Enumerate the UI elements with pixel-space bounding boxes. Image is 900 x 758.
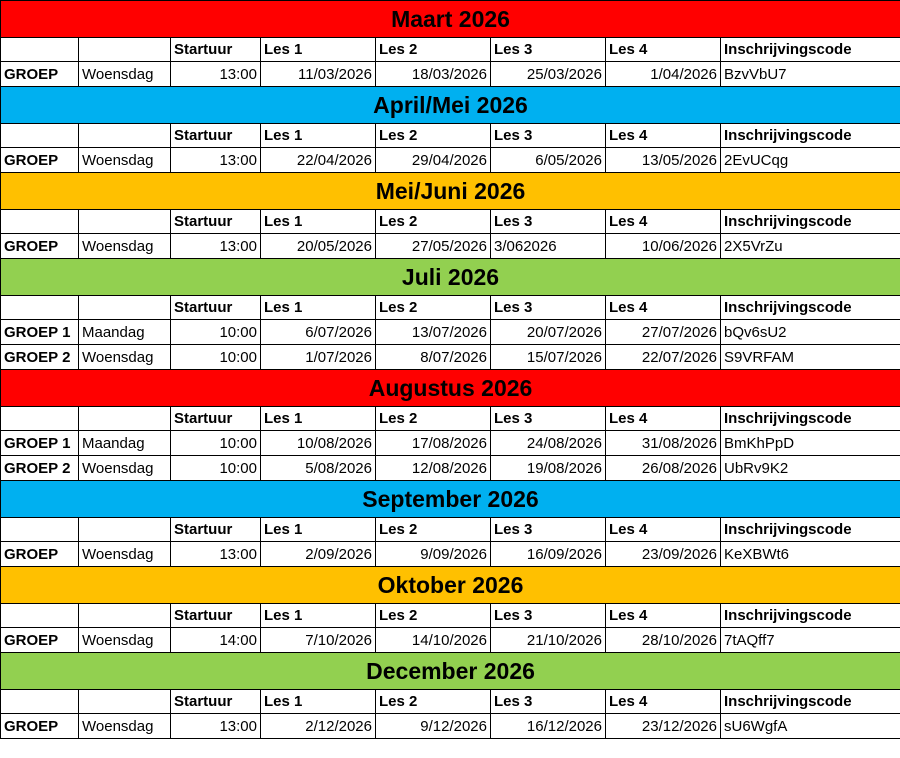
month-title: Augustus 2026 bbox=[1, 370, 900, 407]
cell-group: GROEP 2 bbox=[1, 456, 79, 481]
column-header-day bbox=[79, 124, 171, 148]
column-header-lesson-2: Les 2 bbox=[376, 407, 491, 431]
cell-lesson-3: 3/062026 bbox=[491, 234, 606, 259]
cell-lesson-4: 13/05/2026 bbox=[606, 148, 721, 173]
cell-group: GROEP bbox=[1, 714, 79, 739]
cell-day: Woensdag bbox=[79, 148, 171, 173]
month-title: Maart 2026 bbox=[1, 1, 900, 38]
cell-lesson-3: 16/09/2026 bbox=[491, 542, 606, 567]
column-header-row bbox=[1, 124, 900, 148]
column-header-registration-code: Inschrijvingscode bbox=[721, 690, 900, 714]
cell-lesson-2: 12/08/2026 bbox=[376, 456, 491, 481]
cell-lesson-3: 25/03/2026 bbox=[491, 62, 606, 87]
month-banner bbox=[1, 370, 900, 407]
cell-lesson-1: 5/08/2026 bbox=[261, 456, 376, 481]
month-banner bbox=[1, 259, 900, 296]
cell-lesson-4: 10/06/2026 bbox=[606, 234, 721, 259]
cell-registration-code: 2EvUCqg bbox=[721, 148, 900, 173]
cell-lesson-4: 22/07/2026 bbox=[606, 345, 721, 370]
cell-start-time: 10:00 bbox=[171, 456, 261, 481]
column-header-row bbox=[1, 690, 900, 714]
cell-day: Woensdag bbox=[79, 345, 171, 370]
month-banner bbox=[1, 653, 900, 690]
column-header-day bbox=[79, 604, 171, 628]
cell-start-time: 13:00 bbox=[171, 62, 261, 87]
column-header-start-time: Startuur bbox=[171, 210, 261, 234]
column-header-day bbox=[79, 210, 171, 234]
column-header-registration-code: Inschrijvingscode bbox=[721, 296, 900, 320]
column-header-lesson-3: Les 3 bbox=[491, 604, 606, 628]
column-header-start-time: Startuur bbox=[171, 296, 261, 320]
month-title: Oktober 2026 bbox=[1, 567, 900, 604]
cell-registration-code: 2X5VrZu bbox=[721, 234, 900, 259]
column-header-registration-code: Inschrijvingscode bbox=[721, 38, 900, 62]
column-header-lesson-4: Les 4 bbox=[606, 296, 721, 320]
column-header-lesson-3: Les 3 bbox=[491, 690, 606, 714]
column-header-day bbox=[79, 296, 171, 320]
cell-lesson-3: 20/07/2026 bbox=[491, 320, 606, 345]
column-header-lesson-3: Les 3 bbox=[491, 407, 606, 431]
column-header-lesson-4: Les 4 bbox=[606, 518, 721, 542]
column-header-lesson-1: Les 1 bbox=[261, 604, 376, 628]
cell-lesson-1: 22/04/2026 bbox=[261, 148, 376, 173]
table-row bbox=[1, 320, 900, 345]
cell-lesson-2: 18/03/2026 bbox=[376, 62, 491, 87]
cell-day: Woensdag bbox=[79, 234, 171, 259]
cell-group: GROEP bbox=[1, 628, 79, 653]
cell-lesson-2: 17/08/2026 bbox=[376, 431, 491, 456]
column-header-registration-code: Inschrijvingscode bbox=[721, 518, 900, 542]
cell-day: Woensdag bbox=[79, 628, 171, 653]
cell-registration-code: bQv6sU2 bbox=[721, 320, 900, 345]
table-row bbox=[1, 62, 900, 87]
cell-lesson-4: 23/12/2026 bbox=[606, 714, 721, 739]
cell-lesson-4: 23/09/2026 bbox=[606, 542, 721, 567]
column-header-registration-code: Inschrijvingscode bbox=[721, 210, 900, 234]
cell-lesson-2: 29/04/2026 bbox=[376, 148, 491, 173]
column-header-day bbox=[79, 38, 171, 62]
cell-day: Maandag bbox=[79, 320, 171, 345]
cell-group: GROEP 1 bbox=[1, 431, 79, 456]
cell-start-time: 13:00 bbox=[171, 148, 261, 173]
cell-lesson-2: 13/07/2026 bbox=[376, 320, 491, 345]
column-header-lesson-1: Les 1 bbox=[261, 690, 376, 714]
month-banner bbox=[1, 567, 900, 604]
column-header-lesson-1: Les 1 bbox=[261, 296, 376, 320]
column-header-lesson-2: Les 2 bbox=[376, 604, 491, 628]
column-header-lesson-2: Les 2 bbox=[376, 38, 491, 62]
column-header-start-time: Startuur bbox=[171, 604, 261, 628]
cell-lesson-1: 1/07/2026 bbox=[261, 345, 376, 370]
cell-lesson-3: 21/10/2026 bbox=[491, 628, 606, 653]
cell-day: Woensdag bbox=[79, 62, 171, 87]
cell-start-time: 13:00 bbox=[171, 542, 261, 567]
cell-registration-code: BmKhPpD bbox=[721, 431, 900, 456]
cell-registration-code: sU6WgfA bbox=[721, 714, 900, 739]
month-title: Juli 2026 bbox=[1, 259, 900, 296]
cell-group: GROEP bbox=[1, 148, 79, 173]
cell-group: GROEP bbox=[1, 62, 79, 87]
schedule-body bbox=[1, 1, 900, 739]
column-header-registration-code: Inschrijvingscode bbox=[721, 604, 900, 628]
cell-day: Woensdag bbox=[79, 456, 171, 481]
column-header-row bbox=[1, 407, 900, 431]
cell-start-time: 14:00 bbox=[171, 628, 261, 653]
cell-start-time: 13:00 bbox=[171, 714, 261, 739]
column-header-registration-code: Inschrijvingscode bbox=[721, 407, 900, 431]
table-row bbox=[1, 234, 900, 259]
month-title: December 2026 bbox=[1, 653, 900, 690]
column-header-lesson-4: Les 4 bbox=[606, 690, 721, 714]
cell-group: GROEP bbox=[1, 542, 79, 567]
cell-group: GROEP 1 bbox=[1, 320, 79, 345]
column-header-lesson-3: Les 3 bbox=[491, 210, 606, 234]
column-header-lesson-1: Les 1 bbox=[261, 210, 376, 234]
column-header-row bbox=[1, 604, 900, 628]
column-header-lesson-2: Les 2 bbox=[376, 210, 491, 234]
table-row bbox=[1, 456, 900, 481]
cell-lesson-1: 7/10/2026 bbox=[261, 628, 376, 653]
column-header-day bbox=[79, 407, 171, 431]
cell-lesson-1: 10/08/2026 bbox=[261, 431, 376, 456]
column-header-day bbox=[79, 690, 171, 714]
cell-registration-code: BzvVbU7 bbox=[721, 62, 900, 87]
column-header-start-time: Startuur bbox=[171, 690, 261, 714]
column-header-lesson-4: Les 4 bbox=[606, 407, 721, 431]
cell-lesson-1: 6/07/2026 bbox=[261, 320, 376, 345]
month-banner bbox=[1, 481, 900, 518]
column-header-lesson-1: Les 1 bbox=[261, 38, 376, 62]
cell-lesson-2: 27/05/2026 bbox=[376, 234, 491, 259]
column-header-day bbox=[79, 518, 171, 542]
cell-registration-code: KeXBWt6 bbox=[721, 542, 900, 567]
column-header-lesson-3: Les 3 bbox=[491, 518, 606, 542]
column-header-lesson-4: Les 4 bbox=[606, 124, 721, 148]
month-banner bbox=[1, 1, 900, 38]
column-header-group bbox=[1, 210, 79, 234]
month-title: September 2026 bbox=[1, 481, 900, 518]
table-row bbox=[1, 345, 900, 370]
column-header-row bbox=[1, 518, 900, 542]
cell-lesson-4: 1/04/2026 bbox=[606, 62, 721, 87]
column-header-group bbox=[1, 124, 79, 148]
column-header-start-time: Startuur bbox=[171, 124, 261, 148]
column-header-lesson-1: Les 1 bbox=[261, 124, 376, 148]
cell-registration-code: 7tAQff7 bbox=[721, 628, 900, 653]
cell-day: Maandag bbox=[79, 431, 171, 456]
cell-lesson-1: 20/05/2026 bbox=[261, 234, 376, 259]
cell-lesson-2: 8/07/2026 bbox=[376, 345, 491, 370]
cell-lesson-4: 28/10/2026 bbox=[606, 628, 721, 653]
column-header-row bbox=[1, 296, 900, 320]
cell-start-time: 13:00 bbox=[171, 234, 261, 259]
cell-lesson-3: 24/08/2026 bbox=[491, 431, 606, 456]
table-row bbox=[1, 542, 900, 567]
column-header-lesson-1: Les 1 bbox=[261, 407, 376, 431]
column-header-group bbox=[1, 518, 79, 542]
column-header-row bbox=[1, 210, 900, 234]
column-header-group bbox=[1, 38, 79, 62]
column-header-lesson-3: Les 3 bbox=[491, 124, 606, 148]
column-header-group bbox=[1, 690, 79, 714]
column-header-group bbox=[1, 296, 79, 320]
cell-start-time: 10:00 bbox=[171, 345, 261, 370]
cell-day: Woensdag bbox=[79, 714, 171, 739]
cell-start-time: 10:00 bbox=[171, 431, 261, 456]
column-header-start-time: Startuur bbox=[171, 518, 261, 542]
cell-lesson-1: 2/09/2026 bbox=[261, 542, 376, 567]
column-header-group bbox=[1, 604, 79, 628]
cell-lesson-2: 9/09/2026 bbox=[376, 542, 491, 567]
cell-lesson-3: 6/05/2026 bbox=[491, 148, 606, 173]
table-row bbox=[1, 431, 900, 456]
column-header-start-time: Startuur bbox=[171, 38, 261, 62]
cell-lesson-2: 14/10/2026 bbox=[376, 628, 491, 653]
table-row bbox=[1, 148, 900, 173]
cell-group: GROEP bbox=[1, 234, 79, 259]
cell-lesson-3: 19/08/2026 bbox=[491, 456, 606, 481]
cell-start-time: 10:00 bbox=[171, 320, 261, 345]
cell-lesson-4: 27/07/2026 bbox=[606, 320, 721, 345]
month-title: Mei/Juni 2026 bbox=[1, 173, 900, 210]
cell-group: GROEP 2 bbox=[1, 345, 79, 370]
column-header-start-time: Startuur bbox=[171, 407, 261, 431]
cell-lesson-3: 15/07/2026 bbox=[491, 345, 606, 370]
column-header-lesson-2: Les 2 bbox=[376, 518, 491, 542]
cell-lesson-2: 9/12/2026 bbox=[376, 714, 491, 739]
month-banner bbox=[1, 173, 900, 210]
month-title: April/Mei 2026 bbox=[1, 87, 900, 124]
column-header-lesson-4: Les 4 bbox=[606, 38, 721, 62]
column-header-registration-code: Inschrijvingscode bbox=[721, 124, 900, 148]
cell-lesson-4: 26/08/2026 bbox=[606, 456, 721, 481]
column-header-group bbox=[1, 407, 79, 431]
column-header-lesson-2: Les 2 bbox=[376, 296, 491, 320]
cell-registration-code: S9VRFAM bbox=[721, 345, 900, 370]
table-row bbox=[1, 714, 900, 739]
column-header-lesson-2: Les 2 bbox=[376, 124, 491, 148]
column-header-lesson-1: Les 1 bbox=[261, 518, 376, 542]
column-header-lesson-4: Les 4 bbox=[606, 210, 721, 234]
column-header-lesson-3: Les 3 bbox=[491, 38, 606, 62]
column-header-lesson-2: Les 2 bbox=[376, 690, 491, 714]
cell-registration-code: UbRv9K2 bbox=[721, 456, 900, 481]
column-header-lesson-3: Les 3 bbox=[491, 296, 606, 320]
cell-lesson-4: 31/08/2026 bbox=[606, 431, 721, 456]
cell-lesson-1: 11/03/2026 bbox=[261, 62, 376, 87]
cell-lesson-1: 2/12/2026 bbox=[261, 714, 376, 739]
column-header-row bbox=[1, 38, 900, 62]
table-row bbox=[1, 628, 900, 653]
column-header-lesson-4: Les 4 bbox=[606, 604, 721, 628]
cell-lesson-3: 16/12/2026 bbox=[491, 714, 606, 739]
month-banner bbox=[1, 87, 900, 124]
cell-day: Woensdag bbox=[79, 542, 171, 567]
